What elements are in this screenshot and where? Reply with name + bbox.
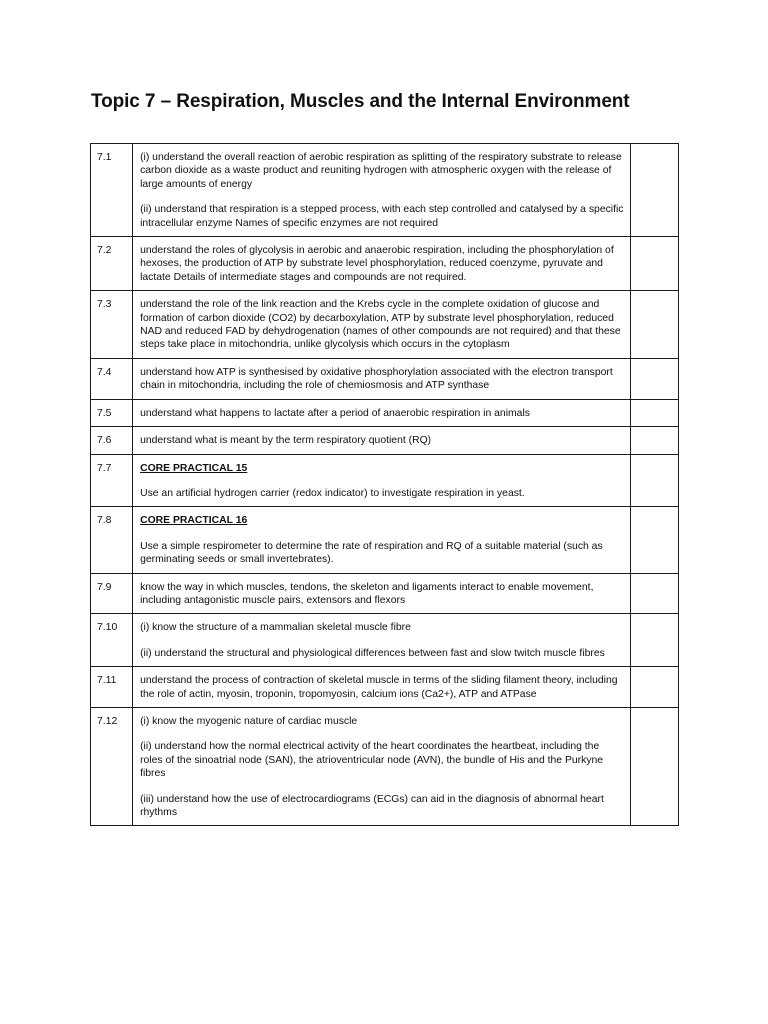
row-content (133, 399, 631, 426)
row-paragraph: (i) understand the overall reaction of aerobic respiration as splitting of the respiratory substrate to release carbon dioxide as a waste product and reuniting hydrogen with atmospheric oxygen with the release of large amounts of energy (140, 152, 622, 190)
row-content (133, 614, 631, 667)
row-content (133, 667, 631, 708)
tick-box-cell[interactable] (630, 399, 678, 426)
tick-box-cell[interactable] (630, 291, 678, 359)
specification-table (90, 143, 679, 826)
row-number: 7.6 (91, 427, 133, 454)
row-content (133, 707, 631, 825)
table-row (91, 358, 679, 399)
row-number: 7.11 (91, 667, 133, 708)
row-content (133, 144, 631, 237)
table-row (91, 144, 679, 237)
tick-box-cell[interactable] (630, 454, 678, 507)
row-content (133, 291, 631, 359)
row-number: 7.4 (91, 358, 133, 399)
core-practical-heading: CORE PRACTICAL 15 (140, 462, 248, 474)
row-paragraph: (i) know the structure of a mammalian skeletal muscle fibre (140, 622, 411, 634)
tick-box-cell[interactable] (630, 237, 678, 291)
row-number: 7.2 (91, 237, 133, 291)
tick-box-cell[interactable] (630, 144, 678, 237)
table-row (91, 667, 679, 708)
row-paragraph: know the way in which muscles, tendons, the skeleton and ligaments interact to enable movement, including antagonistic muscle pairs, extensors and flexors (140, 581, 594, 606)
row-paragraph: (i) know the myogenic nature of cardiac muscle (140, 715, 358, 727)
row-content (133, 507, 631, 573)
tick-box-cell[interactable] (630, 707, 678, 825)
table-row (91, 507, 679, 573)
table-row (91, 291, 679, 359)
row-number: 7.1 (91, 144, 133, 237)
table-row (91, 237, 679, 291)
table-row (91, 427, 679, 454)
row-paragraph: understand the process of contraction of skeletal muscle in terms of the sliding filament theory, including the role of actin, myosin, troponin, tropomyosin, calcium ions (Ca2+), ATP and ATPase (140, 675, 618, 700)
row-paragraph: understand what is meant by the term respiratory quotient (RQ) (140, 435, 432, 447)
row-number: 7.8 (91, 507, 133, 573)
row-paragraph: (ii) understand the structural and physiological differences between fast and slow twitch muscle fibres (140, 647, 605, 659)
tick-box-cell[interactable] (630, 507, 678, 573)
row-number: 7.12 (91, 707, 133, 825)
row-number: 7.9 (91, 573, 133, 614)
tick-box-cell[interactable] (630, 427, 678, 454)
row-content (133, 427, 631, 454)
row-content (133, 454, 631, 507)
row-paragraph: understand how ATP is synthesised by oxidative phosphorylation associated with the electron transport chain in mitochondria, including the role of chemiosmosis and ATP synthase (140, 366, 613, 392)
specification-table-body (91, 144, 679, 826)
table-row (91, 454, 679, 507)
row-content (133, 237, 631, 291)
row-paragraph: understand the role of the link reaction and the Krebs cycle in the complete oxidation of glucose and formation of carbon dioxide (CO2) by decarboxylation, ATP by substrate level phosphorylation, reduced NAD and reduced FAD by dehydrogenation (names of other compounds are not required) and that these steps take place in mitochondria, unlike glycolysis which occurs in the cytoplasm (140, 299, 621, 351)
row-paragraph: understand what happens to lactate after a period of anaerobic respiration in animals (140, 407, 530, 419)
row-number: 7.3 (91, 291, 133, 359)
row-paragraph: (ii) understand how the normal electrical activity of the heart coordinates the heartbeat, including the roles of the sinoatrial node (SAN), the atrioventricular node (AVN), the bundle of His and the Purkyne fibres (140, 741, 604, 780)
tick-box-cell[interactable] (630, 358, 678, 399)
row-paragraph: understand the roles of glycolysis in aerobic and anaerobic respiration, including the phosphorylation of hexoses, the production of ATP by substrate level phosphorylation, reduced coenzyme, pyruvate and lactate Details of intermediate stages and compounds are not required. (140, 245, 614, 283)
row-paragraph: (ii) understand that respiration is a stepped process, with each step controlled and catalysed by a specific intracellular enzyme Names of specific enzymes are not required (140, 204, 624, 229)
row-number: 7.7 (91, 454, 133, 507)
row-paragraph: Use an artificial hydrogen carrier (redox indicator) to investigate respiration in yeast. (140, 487, 525, 499)
core-practical-heading: CORE PRACTICAL 16 (140, 515, 248, 527)
page-title: Topic 7 – Respiration, Muscles and the Internal Environment (91, 91, 630, 112)
table-row (91, 614, 679, 667)
tick-box-cell[interactable] (630, 667, 678, 708)
row-content (133, 358, 631, 399)
row-paragraph: (iii) understand how the use of electrocardiograms (ECGs) can aid in the diagnosis of abnormal heart rhythms (140, 793, 604, 818)
row-paragraph: Use a simple respirometer to determine the rate of respiration and RQ of a suitable material (such as germinating seeds or small invertebrates). (140, 540, 603, 566)
table-row (91, 399, 679, 426)
row-number: 7.5 (91, 399, 133, 426)
tick-box-cell[interactable] (630, 573, 678, 614)
row-number: 7.10 (91, 614, 133, 667)
table-row (91, 573, 679, 614)
table-row (91, 707, 679, 825)
tick-box-cell[interactable] (630, 614, 678, 667)
row-content (133, 573, 631, 614)
